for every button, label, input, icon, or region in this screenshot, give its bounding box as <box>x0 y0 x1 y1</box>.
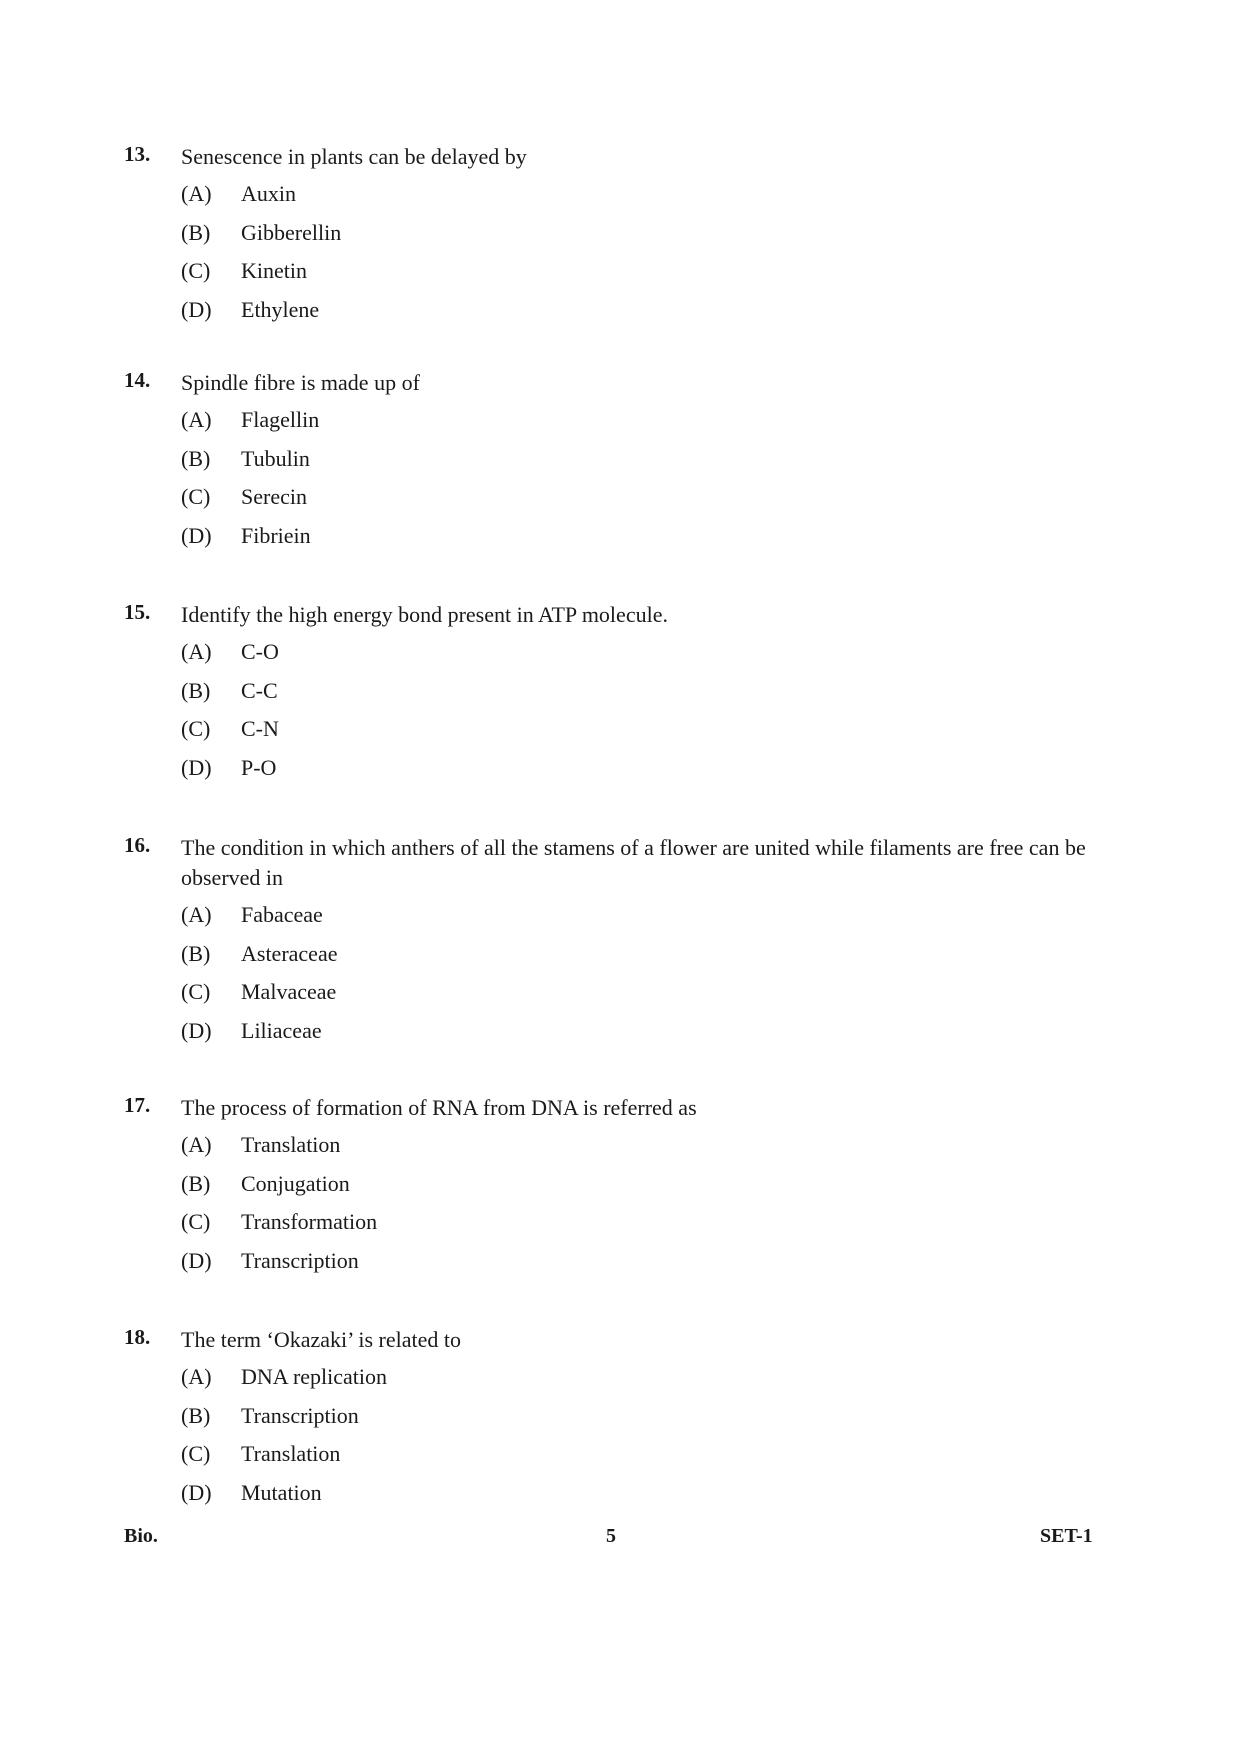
option-b <box>0 220 1238 259</box>
option-text: Gibberellin <box>241 219 342 245</box>
question-17 <box>0 1093 1238 1286</box>
option-b <box>0 1171 1238 1210</box>
option-text: Serecin <box>241 484 307 509</box>
option-d <box>0 523 1238 562</box>
option-label: (D) <box>181 754 212 780</box>
option-label: (B) <box>181 445 211 471</box>
option-a <box>0 407 1238 446</box>
option-label: (C) <box>181 258 211 283</box>
option-d <box>0 297 1238 336</box>
question-text: Spindle fibre is made up of <box>181 370 420 395</box>
option-label: (A) <box>181 1364 212 1389</box>
option-text: Liliaceae <box>241 1017 322 1043</box>
option-text: Transformation <box>241 1209 378 1234</box>
option-text: Fibriein <box>241 522 311 548</box>
option-label: (A) <box>181 181 212 206</box>
option-label: (B) <box>181 677 211 703</box>
option-a <box>0 1364 1238 1403</box>
question-number: 18. <box>124 1325 151 1349</box>
option-label: (A) <box>181 1132 212 1157</box>
question-number: 14. <box>124 368 151 392</box>
question-13 <box>0 142 1238 335</box>
option-label: (C) <box>181 979 211 1004</box>
option-text: Ethylene <box>241 296 320 322</box>
option-d <box>0 755 1238 794</box>
option-label: (C) <box>181 484 211 509</box>
option-text: Tubulin <box>241 445 310 471</box>
question-number: 17. <box>124 1093 151 1117</box>
option-text: Flagellin <box>241 407 320 432</box>
question-16 <box>0 833 1238 1056</box>
option-text: C-O <box>241 639 279 664</box>
option-label: (D) <box>181 1247 212 1273</box>
question-15 <box>0 600 1238 793</box>
option-label: (B) <box>181 1170 211 1196</box>
option-a <box>0 639 1238 678</box>
question-number: 16. <box>124 833 151 857</box>
question-text: The term ‘Okazaki’ is related to <box>181 1327 461 1352</box>
question-text: The condition in which anthers of all the stamens of a flower are united while filaments are free can be observed in <box>181 835 1086 890</box>
footer-set: SET-1 <box>1040 1525 1093 1547</box>
option-d <box>0 1480 1238 1519</box>
option-d <box>0 1018 1238 1057</box>
option-d <box>0 1248 1238 1287</box>
question-text: The process of formation of RNA from DNA is referred as <box>181 1095 697 1120</box>
option-c <box>0 484 1238 523</box>
question-18 <box>0 1325 1238 1518</box>
option-a <box>0 1132 1238 1171</box>
option-text: Translation <box>241 1132 341 1157</box>
option-b <box>0 1403 1238 1442</box>
footer-subject: Bio. <box>124 1525 158 1547</box>
option-text: Malvaceae <box>241 979 337 1004</box>
option-text: Transcription <box>241 1247 359 1273</box>
option-label: (A) <box>181 407 212 432</box>
option-text: DNA replication <box>241 1364 388 1389</box>
option-label: (C) <box>181 1441 211 1466</box>
option-label: (D) <box>181 1017 212 1043</box>
option-label: (D) <box>181 1479 212 1505</box>
option-text: Asteraceae <box>241 940 338 966</box>
option-label: (D) <box>181 296 212 322</box>
option-text: Transcription <box>241 1402 359 1428</box>
question-text: Senescence in plants can be delayed by <box>181 144 527 169</box>
option-text: P-O <box>241 754 277 780</box>
option-label: (B) <box>181 1402 211 1428</box>
option-b <box>0 678 1238 717</box>
option-c <box>0 716 1238 755</box>
option-label: (C) <box>181 1209 211 1234</box>
question-number: 13. <box>124 142 151 166</box>
option-c <box>0 258 1238 297</box>
option-a <box>0 902 1238 941</box>
option-text: Fabaceae <box>241 902 323 927</box>
option-text: Mutation <box>241 1479 322 1505</box>
question-text: Identify the high energy bond present in ATP molecule. <box>181 602 668 627</box>
question-number: 15. <box>124 600 151 624</box>
option-c <box>0 979 1238 1018</box>
option-c <box>0 1209 1238 1248</box>
option-label: (C) <box>181 716 211 741</box>
option-b <box>0 446 1238 485</box>
option-label: (A) <box>181 902 212 927</box>
option-b <box>0 941 1238 980</box>
option-a <box>0 181 1238 220</box>
option-c <box>0 1441 1238 1480</box>
option-text: Translation <box>241 1441 341 1466</box>
option-text: C-C <box>241 677 278 703</box>
option-label: (A) <box>181 639 212 664</box>
option-label: (B) <box>181 940 211 966</box>
option-text: C-N <box>241 716 279 741</box>
option-label: (B) <box>181 219 211 245</box>
option-text: Auxin <box>241 181 296 206</box>
option-label: (D) <box>181 522 212 548</box>
option-text: Conjugation <box>241 1170 350 1196</box>
option-text: Kinetin <box>241 258 307 283</box>
page-number: 5 <box>606 1525 616 1547</box>
question-14 <box>0 368 1238 561</box>
